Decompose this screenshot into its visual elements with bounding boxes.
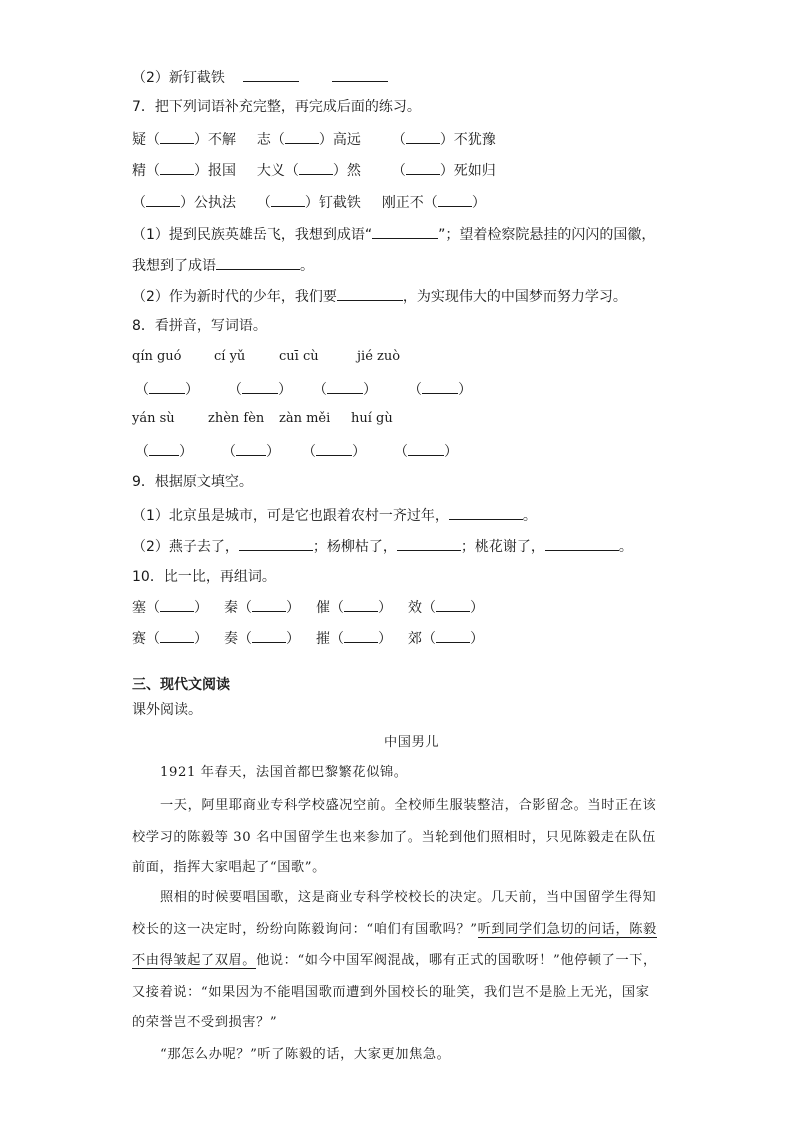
q10-char: 塞 xyxy=(132,600,146,616)
answer-blank[interactable] xyxy=(146,191,180,207)
article-paragraph: 照相的时候要唱国歌，这是商业专科学校校长的决定。几天前，当中国留学生得知 xyxy=(160,890,657,905)
q10-char: 秦 xyxy=(224,600,238,616)
answer-box[interactable]: （ ） xyxy=(302,440,366,462)
q7-word-post: ）不犹豫 xyxy=(439,132,496,148)
underlined-sentence: 不由得皱起了双眉。 xyxy=(132,953,257,968)
q7-word-pre: （ xyxy=(256,195,271,211)
q6-item2-text: （2）新钉截铁 xyxy=(132,70,225,86)
article-paragraph: 前面，指挥大家唱起了“国歌”。 xyxy=(132,860,326,875)
article-paragraph: 又接着说：“如果因为不能唱国歌而遭到外国校长的耻笑，我们岂不是脸上无光，国家 xyxy=(132,985,650,1000)
q7-word-post: ）然 xyxy=(332,163,361,179)
answer-blank[interactable] xyxy=(160,128,194,144)
q9-sub2-text: 。 xyxy=(618,539,633,555)
q8-title: 8．看拼音，写词语。 xyxy=(132,318,267,334)
q7-word-pre: 志（ xyxy=(256,132,285,148)
answer-blank[interactable] xyxy=(252,627,286,643)
q7-row2 xyxy=(132,159,496,181)
q7-word-pre: 疑（ xyxy=(132,132,160,148)
q7-word-post: ）公执法 xyxy=(180,195,236,211)
q7-word-pre: （ xyxy=(132,195,146,211)
article-paragraph: 校学习的陈毅等 30 名中国留学生也来参加了。当轮到他们照相时，只见陈毅走在队伍 xyxy=(132,830,656,845)
answer-blank[interactable] xyxy=(397,535,461,551)
article-paragraph xyxy=(132,951,667,971)
article-paragraph xyxy=(132,920,667,940)
answer-blank[interactable] xyxy=(160,159,194,175)
q10-char: 郊 xyxy=(408,631,422,647)
answer-blank[interactable] xyxy=(337,285,403,301)
section-intro: 课外阅读。 xyxy=(132,702,202,718)
answer-blank[interactable] xyxy=(436,596,470,612)
section-heading: 三、现代文阅读 xyxy=(132,677,230,693)
q9-sub1-text: （1）北京虽是城市，可是它也跟着农村一齐过年， xyxy=(132,508,449,524)
article-text: 校长的这一决定时，纷纷向陈毅询问：“咱们有国歌吗？” xyxy=(132,922,478,937)
q7-word-pre: 刚正不（ xyxy=(381,195,438,211)
answer-blank[interactable] xyxy=(344,596,378,612)
pinyin: cí yǔ xyxy=(214,349,246,364)
q9-sub1 xyxy=(132,504,537,526)
answer-blank[interactable] xyxy=(449,504,523,520)
q7-word-post: ）钉截铁 xyxy=(304,195,361,211)
q10-char: 摧 xyxy=(316,631,330,647)
answer-box[interactable]: （ ） xyxy=(135,440,193,462)
q10-char: 奏 xyxy=(224,631,238,647)
answer-box[interactable]: （ ） xyxy=(135,378,199,400)
answer-blank[interactable] xyxy=(252,596,286,612)
article-text: 他说：“如今中国军阀混战，哪有正式的国歌呀！”他停顿了一下， xyxy=(256,953,657,968)
answer-blank[interactable] xyxy=(239,535,313,551)
q6-item2 xyxy=(132,66,388,88)
answer-blank[interactable] xyxy=(216,254,300,270)
answer-blank[interactable] xyxy=(344,627,378,643)
q7-row3 xyxy=(132,191,486,213)
article-paragraph: “那怎么办呢？”听了陈毅的话，大家更加焦急。 xyxy=(160,1047,451,1062)
q7-word-pre: 大义（ xyxy=(256,163,299,179)
q7-word-pre: （ xyxy=(391,132,406,148)
pinyin: zhèn fèn xyxy=(208,411,265,426)
q7-word-pre: 精（ xyxy=(132,163,160,179)
q10-row2: 赛（ ） 奏（ ） 摧（ ） 郊（ ） xyxy=(132,627,484,649)
pinyin: yán sù xyxy=(132,411,175,426)
underlined-sentence: 听到同学们急切的问话，陈毅 xyxy=(477,922,657,937)
pinyin: qín guó xyxy=(132,349,182,364)
answer-blank[interactable] xyxy=(406,128,440,144)
q7-word-post: ） xyxy=(471,195,486,211)
answer-box[interactable]: （ ） xyxy=(228,378,292,400)
q7-word-post: ）死如归 xyxy=(439,163,496,179)
q7-sub1-text: 我想到了成语 xyxy=(132,258,216,274)
q10-char: 催 xyxy=(316,600,330,616)
answer-box[interactable]: （ ） xyxy=(222,440,280,462)
q7-word-pre: （ xyxy=(391,163,406,179)
q7-sub2-text: ，为实现伟大的中国梦而努力学习。 xyxy=(402,289,627,305)
answer-blank[interactable] xyxy=(436,627,470,643)
article-paragraph: 一天，阿里耶商业专科学校盛况空前。全校师生服装整洁，合影留念。当时正在该 xyxy=(160,798,657,813)
article-paragraph: 的荣誉岂不受到损害？” xyxy=(132,1015,278,1030)
q7-word-post: ）高远 xyxy=(318,132,361,148)
q9-sub2-text: （2）燕子去了， xyxy=(132,539,239,555)
q7-sub1 xyxy=(132,223,655,245)
q10-row1: 塞（ ） 秦（ ） 催（ ） 效（ ） xyxy=(132,596,484,618)
article-paragraph: 1921 年春天，法国首都巴黎繁花似锦。 xyxy=(160,765,408,780)
pinyin: huí gù xyxy=(351,411,393,426)
answer-box[interactable]: （ ） xyxy=(313,378,377,400)
q9-sub1-text: 。 xyxy=(522,508,537,524)
pinyin: zàn měi xyxy=(279,411,331,426)
q7-word-post: ）报国 xyxy=(194,163,236,179)
pinyin: cuī cù xyxy=(279,349,319,364)
answer-blank[interactable] xyxy=(299,159,333,175)
q7-sub1-text: ”；望着检察院悬挂的闪闪的国徽， xyxy=(438,227,656,243)
answer-blank[interactable] xyxy=(406,159,440,175)
q7-sub1-text: 。 xyxy=(300,258,314,274)
q7-sub1-text: （1）提到民族英雄岳飞，我想到成语“ xyxy=(132,227,373,243)
q7-sub2-text: （2）作为新时代的少年，我们要 xyxy=(132,289,337,305)
answer-blank[interactable] xyxy=(160,627,194,643)
q10-char: 效 xyxy=(408,600,422,616)
q9-sub2-text: ；杨柳枯了， xyxy=(312,539,397,555)
q7-sub2 xyxy=(132,285,627,307)
answer-blank[interactable] xyxy=(285,128,319,144)
q9-sub2-text: ；桃花谢了， xyxy=(460,539,545,555)
answer-blank[interactable] xyxy=(545,535,619,551)
answer-box[interactable]: （ ） xyxy=(394,440,458,462)
q7-word-post: ）不解 xyxy=(194,132,236,148)
answer-blank[interactable] xyxy=(332,66,388,82)
answer-blank[interactable] xyxy=(271,191,305,207)
pinyin: jié zuò xyxy=(357,349,401,364)
q10-title: 10．比一比，再组词。 xyxy=(132,569,276,585)
q9-sub2 xyxy=(132,535,633,557)
answer-blank[interactable] xyxy=(243,66,299,82)
answer-blank[interactable] xyxy=(160,596,194,612)
q9-title: 9．根据原文填空。 xyxy=(132,474,253,490)
q10-char: 赛 xyxy=(132,631,146,647)
answer-blank[interactable] xyxy=(438,191,472,207)
q7-row1 xyxy=(132,128,496,150)
q7-title: 7．把下列词语补充完整，再完成后面的练习。 xyxy=(132,99,421,115)
article-title: 中国男儿 xyxy=(384,735,440,750)
answer-box[interactable]: （ ） xyxy=(408,378,472,400)
q7-sub1-cont xyxy=(132,254,314,276)
answer-blank[interactable] xyxy=(372,223,438,239)
